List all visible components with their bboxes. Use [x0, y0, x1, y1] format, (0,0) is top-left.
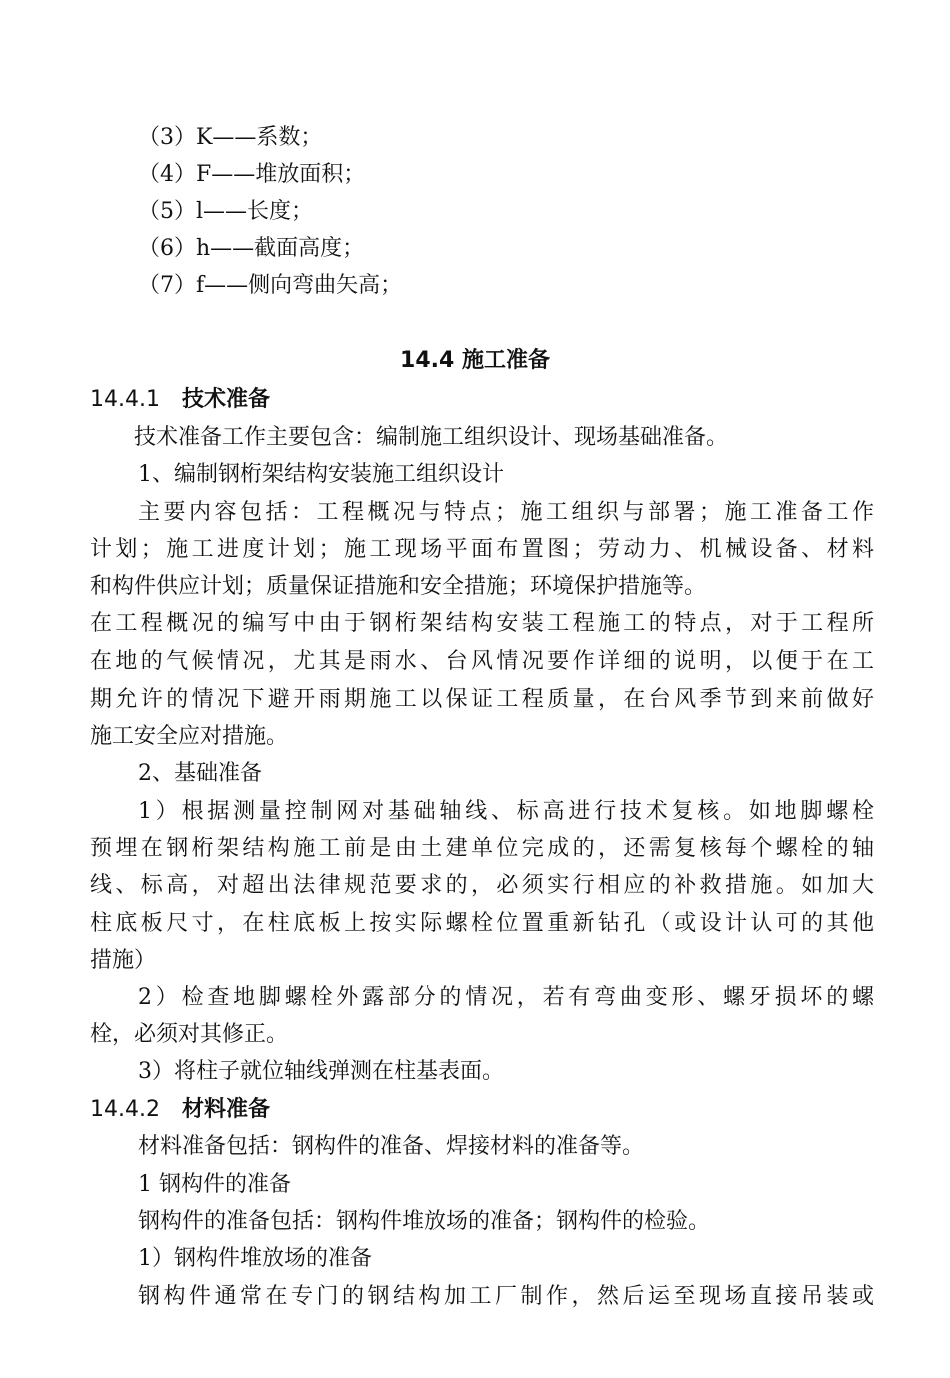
- symbol-item: （4）F——堆放面积；: [138, 162, 366, 187]
- symbol-item: （5）l——长度；: [138, 199, 314, 224]
- section-title: 14.4 施工准备: [400, 348, 550, 373]
- paragraph-line: 和构件供应计划；质量保证措施和安全措施；环境保护措施等。: [90, 574, 707, 599]
- paragraph-line: 1）根据测量控制网对基础轴线、标高进行技术复核。如地脚螺栓: [138, 799, 874, 824]
- paragraph-line: 钢构件通常在专门的钢结构加工厂制作，然后运至现场直接吊装或: [138, 1284, 874, 1309]
- symbol-item: （3）K——系数；: [138, 125, 323, 150]
- symbol-item: （6）h——截面高度；: [138, 236, 365, 261]
- paragraph-text: 钢构件的准备包括：钢构件堆放场的准备；钢构件的检验。: [138, 1209, 711, 1234]
- paragraph-line: 期允许的情况下避开雨期施工以保证工程质量，在台风季节到来前做好: [90, 687, 874, 712]
- item-title: 1）钢构件堆放场的准备: [138, 1246, 372, 1271]
- item-title: 1、编制钢桁架结构安装施工组织设计: [138, 462, 504, 487]
- paragraph-line: 线、标高，对超出法律规范要求的，必须实行相应的补救措施。如加大: [90, 873, 874, 898]
- paragraph-line: 在工程概况的编写中由于钢桁架结构安装工程施工的特点，对于工程所: [90, 611, 874, 636]
- item-title: 1 钢构件的准备: [138, 1172, 291, 1197]
- paragraph-line: 计划；施工进度计划；施工现场平面布置图；劳动力、机械设备、材料: [90, 537, 874, 562]
- paragraph-line: 3）将柱子就位轴线弹测在柱基表面。: [138, 1059, 504, 1084]
- paragraph-line: 主要内容包括：工程概况与特点；施工组织与部署；施工准备工作: [138, 500, 874, 525]
- paragraph-line: 栓，必须对其修正。: [90, 1022, 289, 1047]
- paragraph-line: 在地的气候情况，尤其是雨水、台风情况要作详细的说明，以便于在工: [90, 649, 874, 674]
- symbol-item: （7）f——侧向弯曲矢高；: [138, 273, 403, 298]
- paragraph-text: 材料准备包括：钢构件的准备、焊接材料的准备等。: [138, 1134, 645, 1159]
- paragraph-line: 施工安全应对措施。: [90, 724, 289, 749]
- subsection-number: 14.4.1: [90, 387, 160, 412]
- subsection-title: 材料准备: [181, 1097, 270, 1122]
- subsection-heading-technical: [90, 381, 270, 418]
- paragraph-line: 柱底板尺寸，在柱底板上按实际螺栓位置重新钻孔（或设计认可的其他: [90, 911, 874, 936]
- paragraph-line: 预埋在钢桁架结构施工前是由土建单位完成的，还需复核每个螺栓的轴: [90, 836, 874, 861]
- item-title: 2、基础准备: [138, 761, 262, 786]
- paragraph-line: 2）检查地脚螺栓外露部分的情况，若有弯曲变形、螺牙损坏的螺: [138, 985, 874, 1010]
- subsection-heading-materials: [90, 1091, 270, 1128]
- subsection-number: 14.4.2: [90, 1097, 160, 1122]
- paragraph-line: 措施）: [90, 948, 157, 973]
- subsection-title: 技术准备: [181, 387, 270, 412]
- paragraph-text: 技术准备工作主要包含：编制施工组织设计、现场基础准备。: [134, 425, 729, 450]
